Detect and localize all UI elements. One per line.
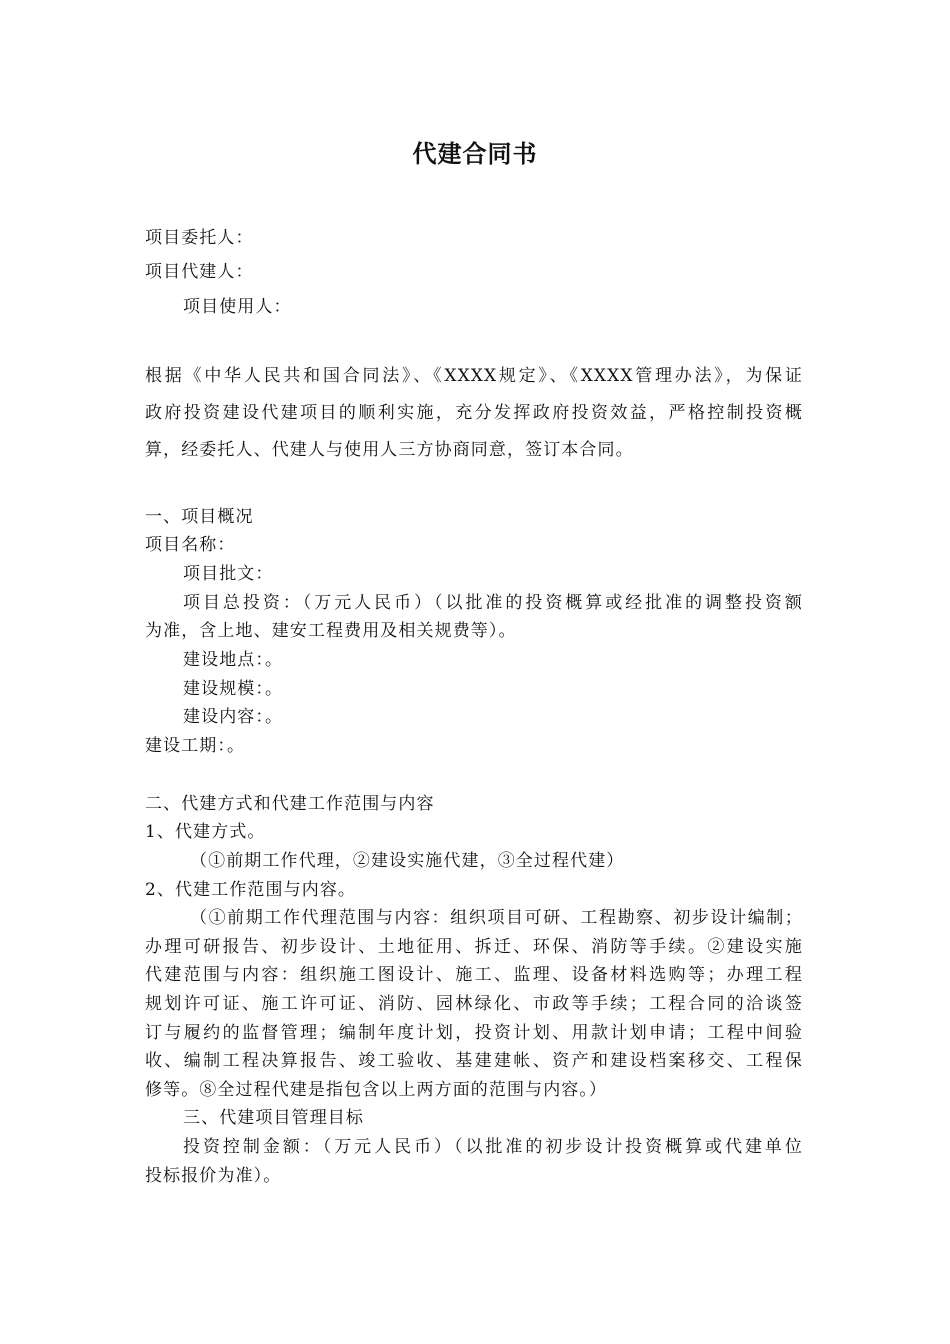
scope-paragraph-line: 修等。⑧全过程代建是指包含以上两方面的范围与内容。） xyxy=(145,1080,608,1100)
construction-content-label: 建设内容：。 xyxy=(183,707,284,727)
investment-control-line: 投资控制金额：（万元人民币）（以批准的初步设计投资概算或代建单位 xyxy=(183,1137,803,1157)
preamble-line: 根据《中华人民共和国合同法》、《XXXX规定》、《XXXX管理办法》，为保证 xyxy=(145,366,803,386)
construction-scale-label: 建设规模：。 xyxy=(183,679,284,699)
scope-paragraph-line: 收、编制工程决算报告、竣工验收、基建建帐、资产和建设档案移交、工程保 xyxy=(145,1051,803,1071)
party-agent-label: 项目代建人： xyxy=(145,262,254,282)
investment-control-line: 投标报价为准）。 xyxy=(145,1166,282,1186)
party-user-label: 项目使用人： xyxy=(183,297,292,317)
scope-paragraph-line: 代建范围与内容：组织施工图设计、施工、监理、设备材料选购等；办理工程 xyxy=(145,965,803,985)
section-heading: 三、代建项目管理目标 xyxy=(183,1108,364,1128)
scope-paragraph-line: （①前期工作代理范围与内容：组织项目可研、工程勘察、初步设计编制； xyxy=(190,908,803,928)
scope-paragraph-line: 办理可研报告、初步设计、土地征用、拆迁、环保、消防等手续。②建设实施 xyxy=(145,937,803,957)
project-approval-label: 项目批文： xyxy=(183,564,274,584)
preamble-line: 算，经委托人、代建人与使用人三方协商同意，签订本合同。 xyxy=(145,440,634,460)
project-investment-line: 为准，含上地、建安工程费用及相关规费等）。 xyxy=(145,621,517,641)
section-heading: 一、项目概况 xyxy=(145,507,254,527)
construction-location-label: 建设地点：。 xyxy=(183,650,284,670)
agency-mode-options: （①前期工作代理，②建设实施代建，③全过程代建） xyxy=(190,851,625,871)
project-name-label: 项目名称： xyxy=(145,535,236,555)
party-client-label: 项目委托人： xyxy=(145,228,254,248)
subsection-heading: 2、代建工作范围与内容。 xyxy=(145,880,357,900)
construction-period-label: 建设工期：。 xyxy=(145,736,246,756)
scope-paragraph-line: 规划许可证、施工许可证、消防、园林绿化、市政等手续；工程合同的洽谈签 xyxy=(145,994,803,1014)
scope-paragraph-line: 订与履约的监督管理；编制年度计划，投资计划、用款计划申请；工程中间验 xyxy=(145,1023,803,1043)
subsection-heading: 1、代建方式。 xyxy=(145,822,266,842)
project-investment-line: 项目总投资：（万元人民币）（以批准的投资概算或经批准的调整投资额 xyxy=(183,593,803,613)
section-heading: 二、代建方式和代建工作范围与内容 xyxy=(145,794,435,814)
preamble-line: 政府投资建设代建项目的顺利实施，充分发挥政府投资效益，严格控制投资概 xyxy=(145,403,803,423)
document-title: 代建合同书 xyxy=(412,140,538,168)
